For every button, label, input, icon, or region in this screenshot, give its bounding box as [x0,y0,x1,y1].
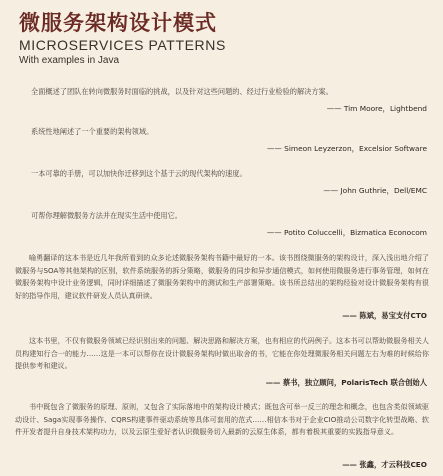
endorsement-attribution: —— Tim Moore，Lightbend [326,104,427,113]
endorsement-quote: 系统性地阐述了一个重要的架构领域。 [31,127,154,136]
endorsement-attribution: —— Simeon Leyzerzon，Excelsior Software [267,144,427,153]
review-attribution: —— 蔡书，独立顾问，PolarisTech 联合创始人 [265,378,427,387]
review-paragraph: 喻勇翻译的这本书是近几年我所看到的众多论述微服务架构书籍中最好的一本。该书围绕微服务的架构设计，深入浅出地介绍了微服务与SOA等其他架构的区别，软件系统服务的拆分策略，微服务的同步和异步通信模式，如何使用微服务进行事务管理，如何在微服务架构中设计业务逻辑，同时详细描述了微服务架构中的测试和生产部署策略。该书所总结出的架构经验对设计微服务架构有很好的指导作用，建议软件研发人员认真研读。 [15,253,429,300]
review-attribution: —— 张鑫，才云科技CEO [342,460,427,469]
review-paragraph: 这本书里，不仅有微服务领域已经识别出来的问题、解决思路和解决方案，也有相应的代码例子。这本书可以帮助微服务相关人员构建知行合一的能力……这是一本可以帮你在设计微服务架构时做出取舍的书，它能在你处理微服务相关问题左右为难的时候给你提供参考和建议。 [15,336,429,371]
book-subtitle: With examples in Java [19,55,120,66]
book-title-english: MICROSERVICES PATTERNS [19,37,226,53]
endorsement-quote: 一本可靠的手册，可以加快你迁移到这个基于云的现代架构的速度。 [31,169,247,178]
endorsement-attribution: —— Potito Coluccelli，Bizmatica Econocom [266,228,427,237]
endorsement-quote: 可帮你理解微服务方法并在现实生活中使用它。 [31,211,182,220]
endorsement-attribution: —— John Guthrie，Dell/EMC [323,186,427,195]
book-title: 微服务架构设计模式 [19,11,217,35]
review-attribution: —— 陈斌，易宝支付CTO [342,311,427,320]
endorsement-quote: 全面概述了团队在转向微服务时面临的挑战，以及针对这些问题的、经过行业检验的解决方案。 [31,87,333,96]
review-paragraph: 书中既包含了微服务的原理、原则，又包含了实际落地中的架构设计模式；既包含可举一反三的理念和概念，也包含类似领域驱动设计、Saga实现事务操作、CQRS构建事件驱动系统等具体可套用的范式……相信本书对于企业CIO推动公司数字化转型战略、软件开发者提升自身技术架构功力，以及云原生爱好者认识微服务切入最新的云原生体系，都有着极其重要的实践指导意义。 [15,402,429,437]
